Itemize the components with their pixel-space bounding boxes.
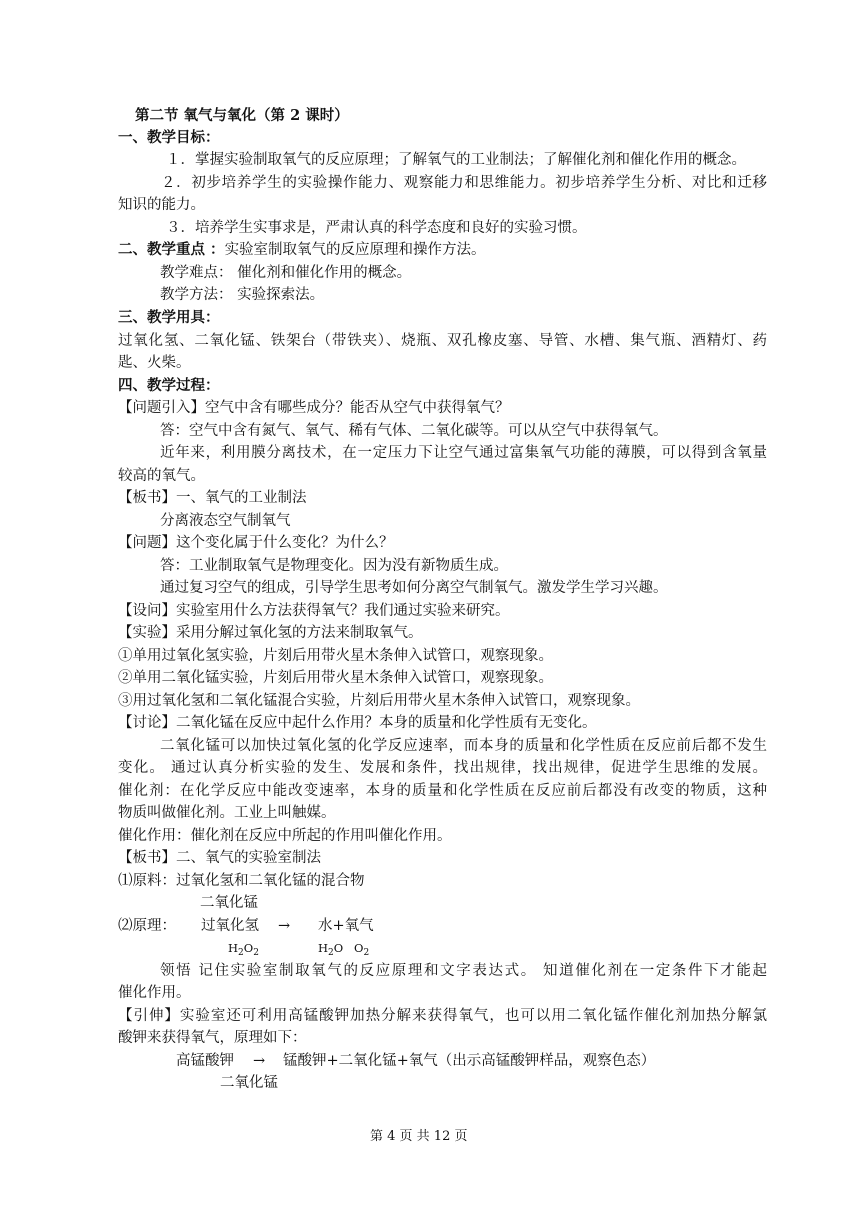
discuss-line: 【讨论】二氧化锰在反应中起什么作用？本身的质量和化学性质有无变化。 bbox=[118, 715, 597, 731]
formula-h2o2-o: O bbox=[243, 941, 254, 955]
goal-item-2-line-1: ２．初步培养学生的实验操作能力、观察能力和思维能力。初步培养学生分析、对比和迁移 bbox=[161, 175, 767, 191]
answer-intro: 答：空气中含有氮气、氧气、稀有气体、二氧化碳等。可以从空气中获得氧气。 bbox=[160, 423, 668, 439]
formula-h2o bbox=[318, 938, 343, 963]
question-intro: 【问题引入】空气中含有哪些成分？能否从空气中获得氧气？ bbox=[118, 400, 510, 416]
tools-line-2: 匙、火柴。 bbox=[118, 355, 191, 371]
formula-o2-o: O bbox=[354, 941, 364, 955]
board-1-sub: 分离液态空气制氧气 bbox=[160, 513, 291, 529]
formula-o2 bbox=[354, 938, 369, 963]
extend-line-1: 【引伸】实验室还可利用高锰酸钾加热分解来获得氧气，也可以用二氧化锰作催化剂加热分解氯 bbox=[118, 1008, 767, 1024]
tools-line-1: 过氧化氢、二氧化锰、铁架台（带铁夹）、烧瓶、双孔橡皮塞、导管、水槽、集气瓶、酒精灯、药 bbox=[118, 333, 767, 349]
page-footer: 第 4 页 共 12 页 bbox=[370, 1129, 468, 1144]
learn-line-1: 领悟 记住实验室制取氧气的反应原理和文字表达式。 知道催化剂在一定条件下才能起 bbox=[160, 963, 767, 979]
question: 【问题】这个变化属于什么变化？为什么？ bbox=[118, 535, 394, 551]
experiment-step-3: ③用过氧化氢和二氧化锰混合实验，片刻后用带火星木条伸入试管口，观察现象。 bbox=[118, 693, 640, 709]
formula-h2o2-sub-2: 2 bbox=[253, 948, 259, 958]
experiment-line: 【实验】采用分解过氧化氢的方法来制取氧气。 bbox=[118, 625, 423, 641]
principle-reactant: 过氧化氢 bbox=[201, 918, 259, 934]
kmno4-products: 锰酸钾+二氧化锰+氧气（出示高锰酸钾样品，观察色态） bbox=[283, 1053, 656, 1069]
kclo3-condition: 二氧化锰 bbox=[220, 1075, 278, 1091]
board-2: 【板书】二、氧气的实验室制法 bbox=[118, 850, 321, 866]
formula-h2o2-h: H bbox=[228, 941, 239, 955]
mno2-line-2: 变化。 通过认真分析实验的发生、发展和条件，找出规律，找出规律，促进学生思维的发展。 bbox=[118, 760, 767, 776]
goal-item-2-line-2: 知识的能力。 bbox=[118, 197, 205, 213]
principle-label: ⑵原理： bbox=[118, 918, 176, 934]
board-1: 【板书】一、氧气的工业制法 bbox=[118, 490, 307, 506]
kmno4-arrow: → bbox=[253, 1053, 266, 1069]
process-heading: 四、教学过程： bbox=[118, 377, 220, 394]
catalyst-line-2: 物质叫做催化剂。工业上叫触媒。 bbox=[118, 805, 336, 821]
section-title: 第二节 氧气与氧化（第 2 课时） bbox=[135, 107, 349, 124]
catalysis-line: 催化作用：催化剂在反应中所起的作用叫催化作用。 bbox=[118, 828, 452, 844]
goal-item-1: １．掌握实验制取氧气的反应原理；了解氧气的工业制法；了解催化剂和催化作用的概念。 bbox=[166, 152, 746, 168]
formula-h2o-h: H bbox=[318, 941, 329, 955]
method-line: 教学方法： 实验探索法。 bbox=[160, 287, 325, 303]
principle-products: 水+氧气 bbox=[318, 918, 374, 934]
answer: 答：工业制取氧气是物理变化。因为没有新物质生成。 bbox=[160, 558, 508, 574]
recent-line-2: 较高的氧气。 bbox=[118, 468, 205, 484]
raw-material-line: ⑴原料：过氧化氢和二氧化锰的混合物 bbox=[118, 873, 365, 889]
focus-text: 实验室制取氧气的反应原理和操作方法。 bbox=[224, 242, 486, 258]
focus-line bbox=[118, 240, 486, 260]
learn-line-2: 催化作用。 bbox=[118, 985, 191, 1001]
catalyst-line-1: 催化剂：在化学反应中能改变速率，本身的质量和化学性质在反应前后都没有改变的物质，这种 bbox=[118, 783, 767, 799]
mno2-line-1: 二氧化锰可以加快过氧化氢的化学反应速率，而本身的质量和化学性质在反应前后都不发生 bbox=[160, 738, 767, 754]
focus-heading: 二、教学重点 ： bbox=[118, 241, 225, 258]
goals-heading: 一、教学目标： bbox=[118, 129, 220, 146]
difficulty-line: 教学难点： 催化剂和催化作用的概念。 bbox=[160, 265, 412, 281]
principle-arrow: → bbox=[278, 918, 291, 934]
extend-line-2: 酸钾来获得氧气，原理如下： bbox=[118, 1030, 307, 1046]
formula-h2o2 bbox=[228, 938, 259, 963]
formula-o2-sub: 2 bbox=[363, 948, 370, 958]
experiment-step-2: ②单用二氧化锰实验，片刻后用带火星木条伸入试管口，观察现象。 bbox=[118, 670, 553, 686]
review-line: 通过复习空气的组成，引导学生思考如何分离空气制氧气。激发学生学习兴趣。 bbox=[160, 580, 668, 596]
kmno4-reactant: 高锰酸钾 bbox=[176, 1053, 234, 1069]
formula-h2o-o: O bbox=[333, 941, 344, 955]
principle-condition: 二氧化锰 bbox=[200, 895, 258, 911]
ask-line: 【设问】实验室用什么方法获得氧气？我们通过实验来研究。 bbox=[118, 603, 510, 619]
experiment-step-1: ①单用过氧化氢实验，片刻后用带火星木条伸入试管口，观察现象。 bbox=[118, 648, 553, 664]
goal-item-3: ３．培养学生实事求是，严肃认真的科学态度和良好的实验习惯。 bbox=[166, 220, 587, 236]
formula-h2o2-sub-1: 2 bbox=[238, 948, 244, 958]
recent-line-1: 近年来，利用膜分离技术，在一定压力下让空气通过富集氧气功能的薄膜，可以得到含氧量 bbox=[160, 445, 767, 461]
formula-h2o-sub: 2 bbox=[328, 948, 334, 958]
tools-heading: 三、教学用具： bbox=[118, 309, 220, 326]
